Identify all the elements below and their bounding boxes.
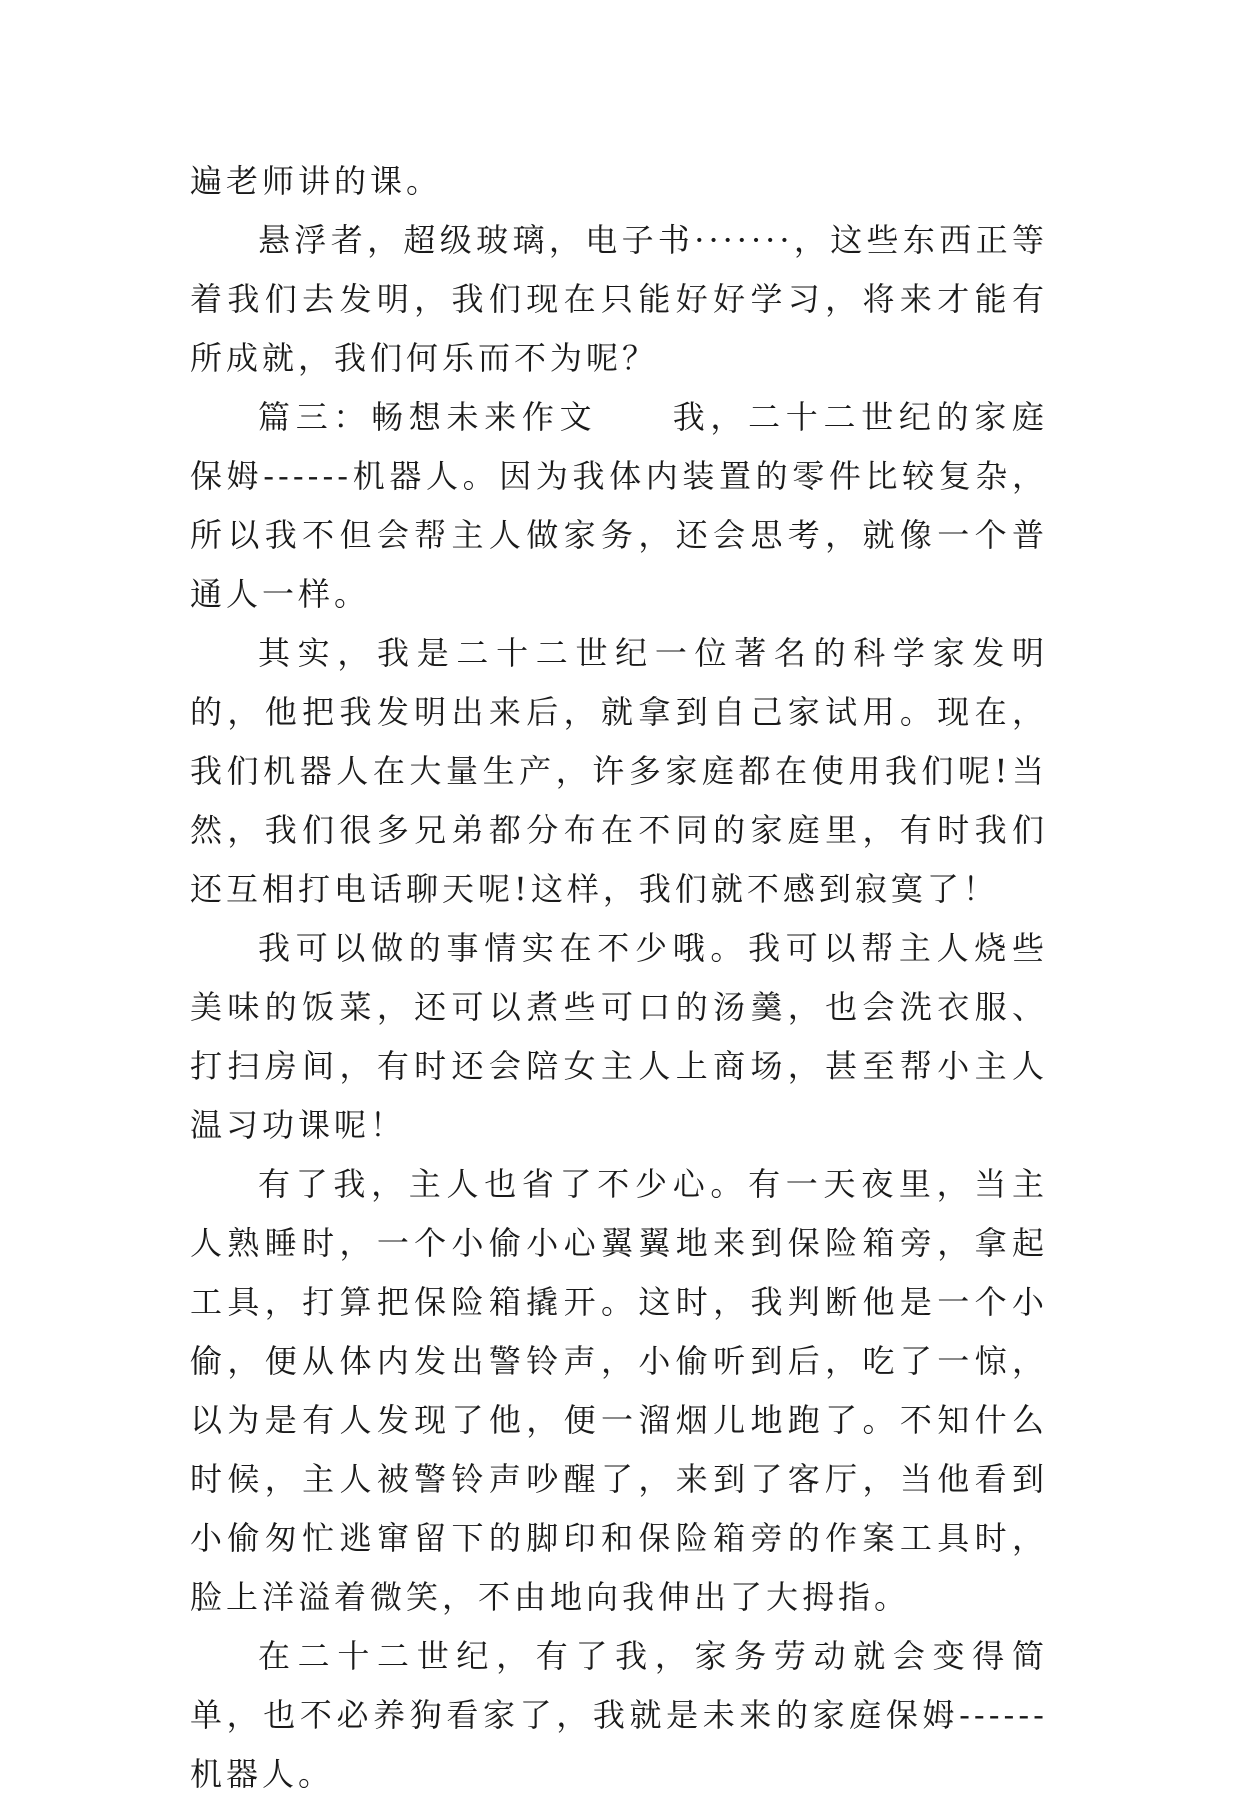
paragraph-5: 我可以做的事情实在不少哦。我可以帮主人烧些美味的饭菜，还可以煮些可口的汤羹，也会洗衣服、打扫房间，有时还会陪女主人上商场，甚至帮小主人温习功课呢！ <box>190 929 1048 1144</box>
paragraph-3: 篇三：畅想未来作文 我，二十二世纪的家庭保姆------机器人。因为我体内装置的零件比较复杂，所以我不但会帮主人做家务，还会思考，就像一个普通人一样。 <box>190 398 1048 613</box>
paragraph-6: 有了我，主人也省了不少心。有一天夜里，当主人熟睡时，一个小偷小心翼翼地来到保险箱旁，拿起工具，打算把保险箱撬开。这时，我判断他是一个小偷，便从体内发出警铃声，小偷听到后，吃了一惊，以为是有人发现了他，便一溜烟儿地跑了。不知什么时候，主人被警铃声吵醒了，来到了客厅，当他看到小偷匆忙逃窜留下的脚印和保险箱旁的作案工具时，脸上洋溢着微笑，不由地向我伸出了大拇指。 <box>190 1165 1048 1616</box>
paragraph-2: 悬浮者，超级玻璃，电子书·······，这些东西正等着我们去发明，我们现在只能好好学习，将来才能有所成就，我们何乐而不为呢？ <box>190 221 1048 377</box>
document-body <box>190 152 1048 1804</box>
paragraph-7: 在二十二世纪，有了我，家务劳动就会变得简单，也不必养狗看家了，我就是未来的家庭保姆------机器人。 <box>190 1637 1048 1793</box>
paragraph-1: 遍老师讲的课。 <box>190 162 443 200</box>
paragraph-4: 其实，我是二十二世纪一位著名的科学家发明的，他把我发明出来后，就拿到自己家试用。现在，我们机器人在大量生产，许多家庭都在使用我们呢!当然，我们很多兄弟都分布在不同的家庭里，有时我们还互相打电话聊天呢!这样，我们就不感到寂寞了！ <box>190 634 1048 908</box>
